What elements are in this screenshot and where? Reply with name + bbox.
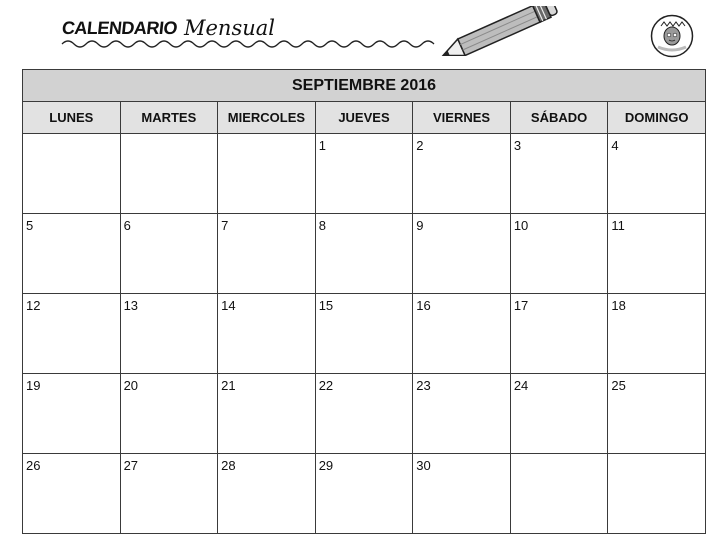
day-number: 1 — [318, 138, 326, 153]
day-cell[interactable] — [315, 294, 413, 374]
day-cell[interactable] — [218, 214, 316, 294]
day-number: 19 — [26, 378, 41, 393]
day-number: 15 — [318, 298, 334, 313]
day-cell[interactable] — [510, 214, 608, 294]
day-cell[interactable] — [315, 214, 413, 294]
weekday-wednesday: MIERCOLES — [218, 102, 316, 134]
day-number — [608, 454, 705, 474]
day-number: 21 — [221, 378, 236, 393]
day-number — [511, 454, 608, 474]
day-number: 25 — [611, 378, 626, 393]
day-number: 4 — [611, 138, 619, 153]
week-row — [23, 374, 706, 454]
day-cell[interactable] — [120, 454, 218, 534]
day-number: 3 — [513, 138, 522, 153]
day-number: 12 — [26, 298, 41, 313]
month-title: SEPTIEMBRE 2016 — [23, 70, 706, 102]
la-profe-logo — [650, 14, 694, 58]
pencil-icon — [430, 6, 566, 56]
day-number: 27 — [123, 458, 139, 473]
week-row — [23, 214, 706, 294]
day-cell[interactable] — [218, 374, 316, 454]
day-number: 7 — [221, 218, 229, 233]
day-number: 28 — [221, 458, 236, 473]
day-cell[interactable] — [510, 454, 608, 534]
day-number: 14 — [221, 298, 236, 313]
weekday-saturday: SÁBADO — [510, 102, 608, 134]
day-number: 16 — [416, 298, 431, 313]
day-number: 20 — [123, 378, 139, 393]
day-cell[interactable] — [510, 134, 608, 214]
day-number: 13 — [123, 298, 139, 313]
day-cell[interactable] — [413, 134, 511, 214]
day-cell[interactable] — [608, 454, 706, 534]
calendar-table — [22, 69, 706, 534]
day-cell[interactable] — [413, 374, 511, 454]
day-cell[interactable] — [510, 294, 608, 374]
calendar-subtitle: Mensual — [184, 16, 275, 40]
day-cell[interactable] — [120, 134, 218, 214]
day-number: 6 — [123, 218, 131, 233]
day-number: 18 — [611, 298, 626, 313]
day-cell[interactable] — [23, 454, 121, 534]
day-cell[interactable] — [608, 214, 706, 294]
day-cell[interactable] — [218, 134, 316, 214]
week-row — [23, 134, 706, 214]
day-number: 23 — [416, 378, 431, 393]
day-cell[interactable] — [120, 214, 218, 294]
day-cell[interactable] — [315, 134, 413, 214]
day-cell[interactable] — [218, 454, 316, 534]
day-cell[interactable] — [23, 214, 121, 294]
day-cell[interactable] — [120, 374, 218, 454]
day-number: 2 — [416, 138, 424, 153]
day-number: 10 — [513, 218, 529, 233]
day-number — [23, 134, 120, 154]
day-number: 26 — [26, 458, 41, 473]
day-cell[interactable] — [608, 294, 706, 374]
page-header — [0, 0, 716, 66]
day-number — [121, 134, 218, 154]
day-cell[interactable] — [218, 294, 316, 374]
day-cell[interactable] — [120, 294, 218, 374]
calendar-title: CALENDARIO — [61, 18, 179, 38]
weekday-thursday: JUEVES — [315, 102, 413, 134]
weekday-tuesday: MARTES — [120, 102, 218, 134]
day-cell[interactable] — [23, 374, 121, 454]
week-row — [23, 454, 706, 534]
day-cell[interactable] — [510, 374, 608, 454]
day-cell[interactable] — [608, 374, 706, 454]
day-number: 29 — [318, 458, 334, 473]
day-cell[interactable] — [315, 454, 413, 534]
day-number: 9 — [416, 218, 424, 233]
day-number: 5 — [26, 218, 34, 233]
day-cell[interactable] — [413, 294, 511, 374]
week-row — [23, 294, 706, 374]
day-number: 30 — [416, 458, 431, 473]
day-number — [218, 134, 315, 154]
weekday-sunday: DOMINGO — [608, 102, 706, 134]
day-cell[interactable] — [608, 134, 706, 214]
day-number: 24 — [513, 378, 529, 393]
day-number: 11 — [611, 218, 625, 233]
weekday-friday: VIERNES — [413, 102, 511, 134]
day-cell[interactable] — [315, 374, 413, 454]
day-number: 22 — [318, 378, 334, 393]
day-cell[interactable] — [23, 134, 121, 214]
day-number: 8 — [318, 218, 326, 233]
wavy-line-decoration — [60, 34, 450, 56]
day-cell[interactable] — [413, 454, 511, 534]
day-cell[interactable] — [413, 214, 511, 294]
day-number: 17 — [513, 298, 529, 313]
weekday-monday: LUNES — [23, 102, 121, 134]
day-cell[interactable] — [23, 294, 121, 374]
